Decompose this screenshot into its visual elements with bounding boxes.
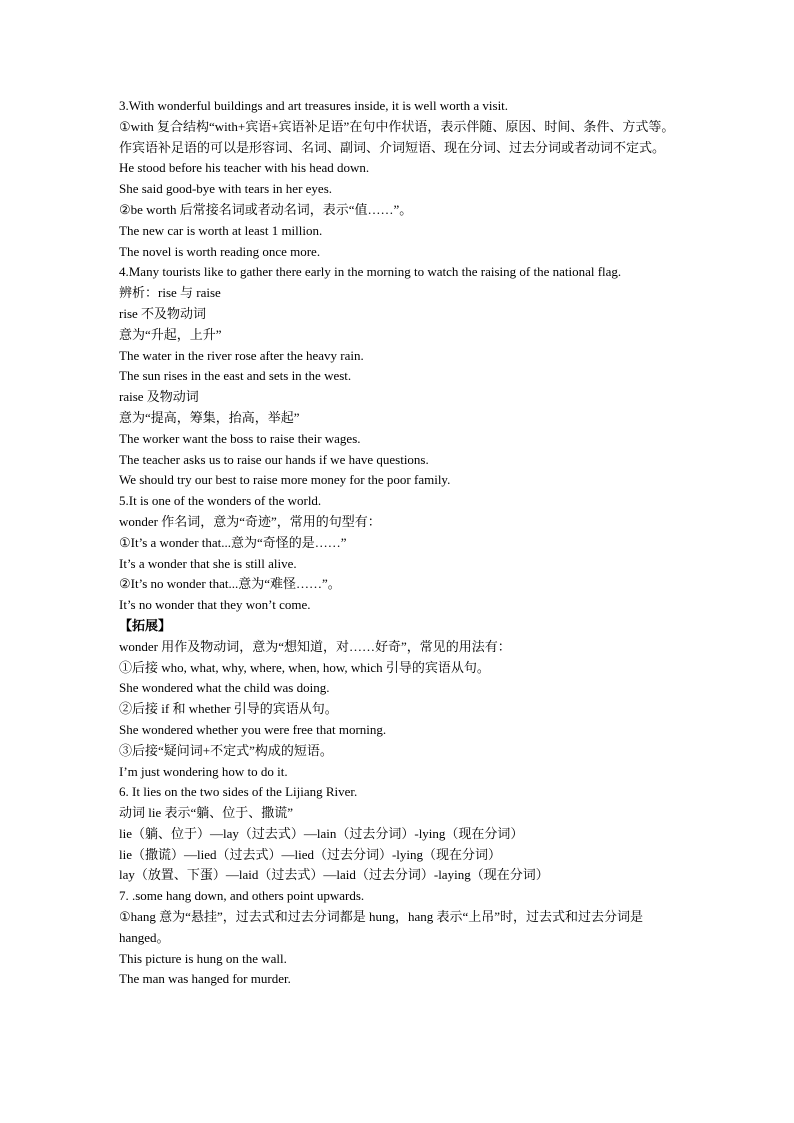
text-paragraph: ①hang 意为“悬挂”，过去式和过去分词都是 hung，hang 表示“上吊”时，过去式和过去分词是 hanged。 — [119, 909, 644, 945]
text-line: I’m just wondering how to do it. — [119, 763, 288, 779]
text-line: 4.Many tourists like to gather there early in the morning to watch the raising of the national flag. — [119, 264, 622, 280]
text-line: lie（撒谎）—lied（过去式）—lied（过去分词）-lying（现在分词） — [119, 846, 502, 862]
document-body — [119, 96, 679, 990]
text-line: wonder 作名词，意为“奇迹”，常用的句型有： — [119, 513, 381, 529]
text-line: lie（躺、位于）—lay（过去式）—lain（过去分词）-lying（现在分词） — [119, 825, 524, 841]
text-line: We should try our best to raise more money for the poor family. — [119, 472, 451, 488]
text-line: rise 不及物动词 — [119, 305, 207, 321]
text-line: 5.It is one of the wonders of the world. — [119, 493, 322, 509]
text-line: ②后接 if 和 whether 引导的宾语从句。 — [119, 701, 338, 717]
text-line: ②be worth 后常接名词或者动名词，表示“值……”。 — [119, 201, 413, 217]
text-line: ②It’s no wonder that...意为“难怪……”。 — [119, 576, 341, 592]
text-line: wonder 用作及物动词，意为“想知道，对……好奇”，常见的用法有： — [119, 638, 511, 654]
text-line: He stood before his teacher with his head down. — [119, 160, 370, 176]
text-line: 动词 lie 表示“躺、位于、撒谎” — [119, 805, 294, 821]
text-line: The water in the river rose after the heavy rain. — [119, 347, 364, 363]
text-line: She wondered whether you were free that morning. — [119, 721, 387, 737]
text-line: 6. It lies on the two sides of the Lijiang River. — [119, 784, 358, 800]
text-line: 7. .some hang down, and others point upwards. — [119, 888, 365, 904]
text-line: The sun rises in the east and sets in the west. — [119, 368, 352, 384]
text-line: It’s no wonder that they won’t come. — [119, 597, 311, 613]
text-line: 意为“升起，上升” — [119, 326, 222, 342]
text-line: The new car is worth at least 1 million. — [119, 222, 323, 238]
text-line: The worker want the boss to raise their wages. — [119, 430, 361, 446]
text-line: This picture is hung on the wall. — [119, 950, 287, 966]
text-line: It’s a wonder that she is still alive. — [119, 555, 297, 571]
text-line: raise 及物动词 — [119, 389, 199, 405]
text-line: lay（放置、下蛋）—laid（过去式）—laid（过去分词）-laying（现在分词） — [119, 867, 549, 883]
text-line: 3.With wonderful buildings and art treasures inside, it is well worth a visit. — [119, 98, 509, 113]
text-line: 意为“提高，筹集，抬高，举起” — [119, 409, 300, 425]
text-paragraph: ①with 复合结构“with+宾语+宾语补足语”在句中作状语，表示伴随、原因、时间、条件、方式等。作宾语补足语的可以是形容词、名词、副词、介词短语、现在分词、过去分词或者动词不定式。 — [119, 118, 675, 155]
text-line: She wondered what the child was doing. — [119, 680, 330, 696]
text-line: She said good-bye with tears in her eyes. — [119, 181, 333, 197]
text-line: ③后接“疑问词+不定式”构成的短语。 — [119, 742, 333, 758]
text-line: The teacher asks us to raise our hands if we have questions. — [119, 451, 429, 467]
section-heading: 【拓展】 — [119, 617, 172, 633]
text-line: 辨析：rise 与 raise — [119, 285, 221, 301]
text-line: ①It’s a wonder that...意为“奇怪的是……” — [119, 534, 347, 550]
text-line: ①后接 who, what, why, where, when, how, which 引导的宾语从句。 — [119, 659, 490, 675]
text-line: The novel is worth reading once more. — [119, 243, 321, 259]
text-line: The man was hanged for murder. — [119, 971, 291, 987]
